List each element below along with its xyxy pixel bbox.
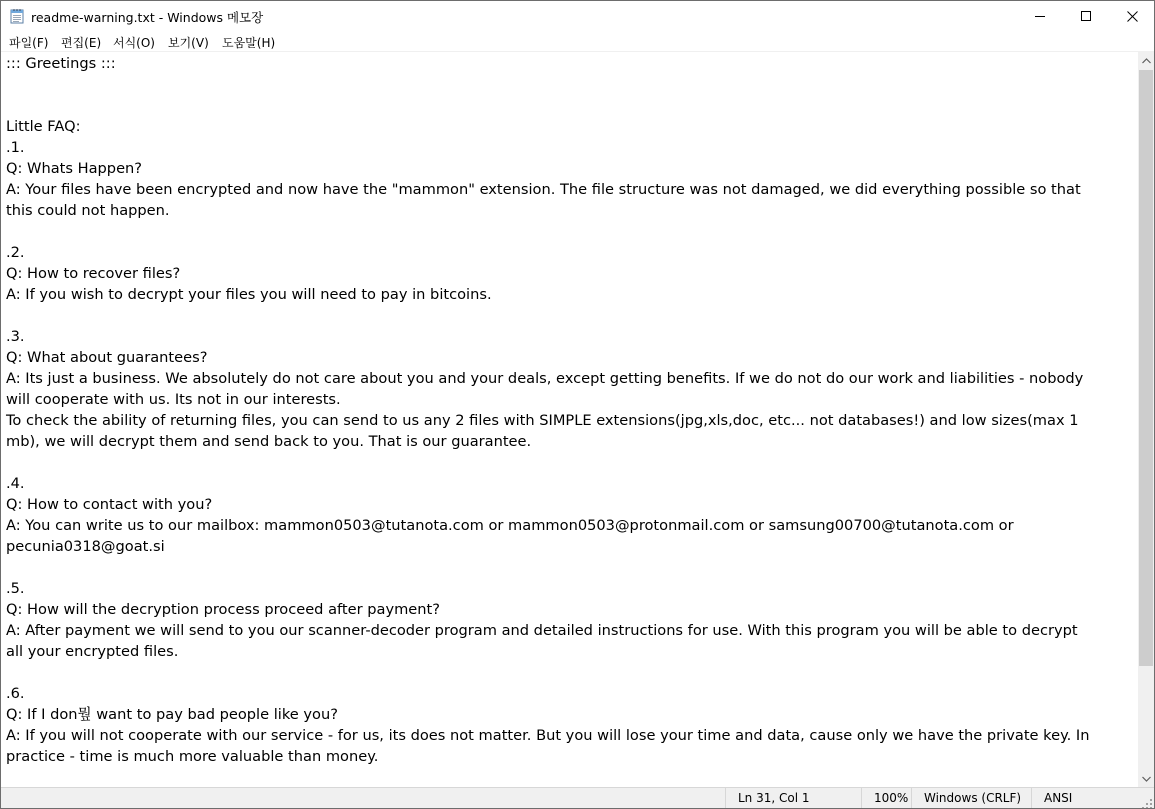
notepad-icon: [10, 8, 24, 24]
scroll-down-button[interactable]: [1138, 770, 1154, 787]
line-ending: Windows (CRLF): [911, 788, 1031, 808]
chevron-up-icon: [1142, 58, 1151, 64]
title-bar[interactable]: [1, 1, 1154, 31]
menu-view[interactable]: 보기(V): [168, 36, 209, 50]
menu-bar: [1, 31, 1154, 51]
text-editor[interactable]: [1, 52, 1138, 787]
scroll-up-button[interactable]: [1138, 52, 1154, 69]
window-title: readme-warning.txt - Windows 메모장: [31, 10, 264, 25]
maximize-button[interactable]: [1063, 1, 1109, 31]
resize-grip-icon[interactable]: [1141, 795, 1153, 807]
chevron-down-icon: [1142, 776, 1151, 782]
menu-edit[interactable]: 편집(E): [61, 36, 102, 50]
maximize-icon: [1081, 11, 1091, 21]
menu-file[interactable]: 파일(F): [9, 36, 49, 50]
close-button[interactable]: [1109, 1, 1155, 31]
minimize-button[interactable]: [1017, 1, 1063, 31]
vertical-scrollbar[interactable]: [1138, 52, 1154, 787]
encoding: ANSI: [1031, 788, 1137, 808]
status-bar: [1, 787, 1154, 808]
menu-help[interactable]: 도움말(H): [222, 36, 276, 50]
cursor-position: Ln 31, Col 1: [725, 788, 861, 808]
close-icon: [1127, 11, 1138, 22]
editor-content[interactable]: ::: Greetings ::: Little FAQ: .1. Q: Whats Happen? A: Your files have been encrypted and now have the "mammon" extension. The file structure was not damaged, we did everything possible so that this could not happen. .2. Q: How to recover files? A: If you wish to decrypt your files you will need to pay in bitcoins. .3. Q: What about guarantees? A: Its just a business. We absolutely do not care about you and your deals, except getting benefits. If we do not do our work and liabilities - nobody will cooperate with us. Its not in our interests. To check the ability of returning files, you can send to us any 2 files with SIMPLE extensions(jpg,xls,doc, etc... not databases!) and low sizes(max 1 mb), we will decrypt them and send back to you. That is our guarantee. .4. Q: How to contact with you? A: You can write us to our mailbox: mammon0503@tutanota.com or mammon0503@protonmail.com or samsung00700@tutanota.com or pecunia0318@goat.si .5. Q: How will the decryption process proceed after payment? A: After payment we will send to you our scanner-decoder program and detailed instructions for use. With this program you will be able to decrypt all your encrypted files. .6. Q: If I don뭪 want to pay bad people like you? A: If you will not cooperate with our service - for us, its does not matter. But you will lose your time and data, cause only we have the private key. In practice - time is much more valuable than money.: [6, 55, 1090, 765]
zoom-level: 100%: [861, 788, 911, 808]
scrollbar-thumb[interactable]: [1139, 70, 1153, 666]
menu-format[interactable]: 서식(O): [113, 36, 155, 50]
minimize-icon: [1035, 11, 1045, 21]
